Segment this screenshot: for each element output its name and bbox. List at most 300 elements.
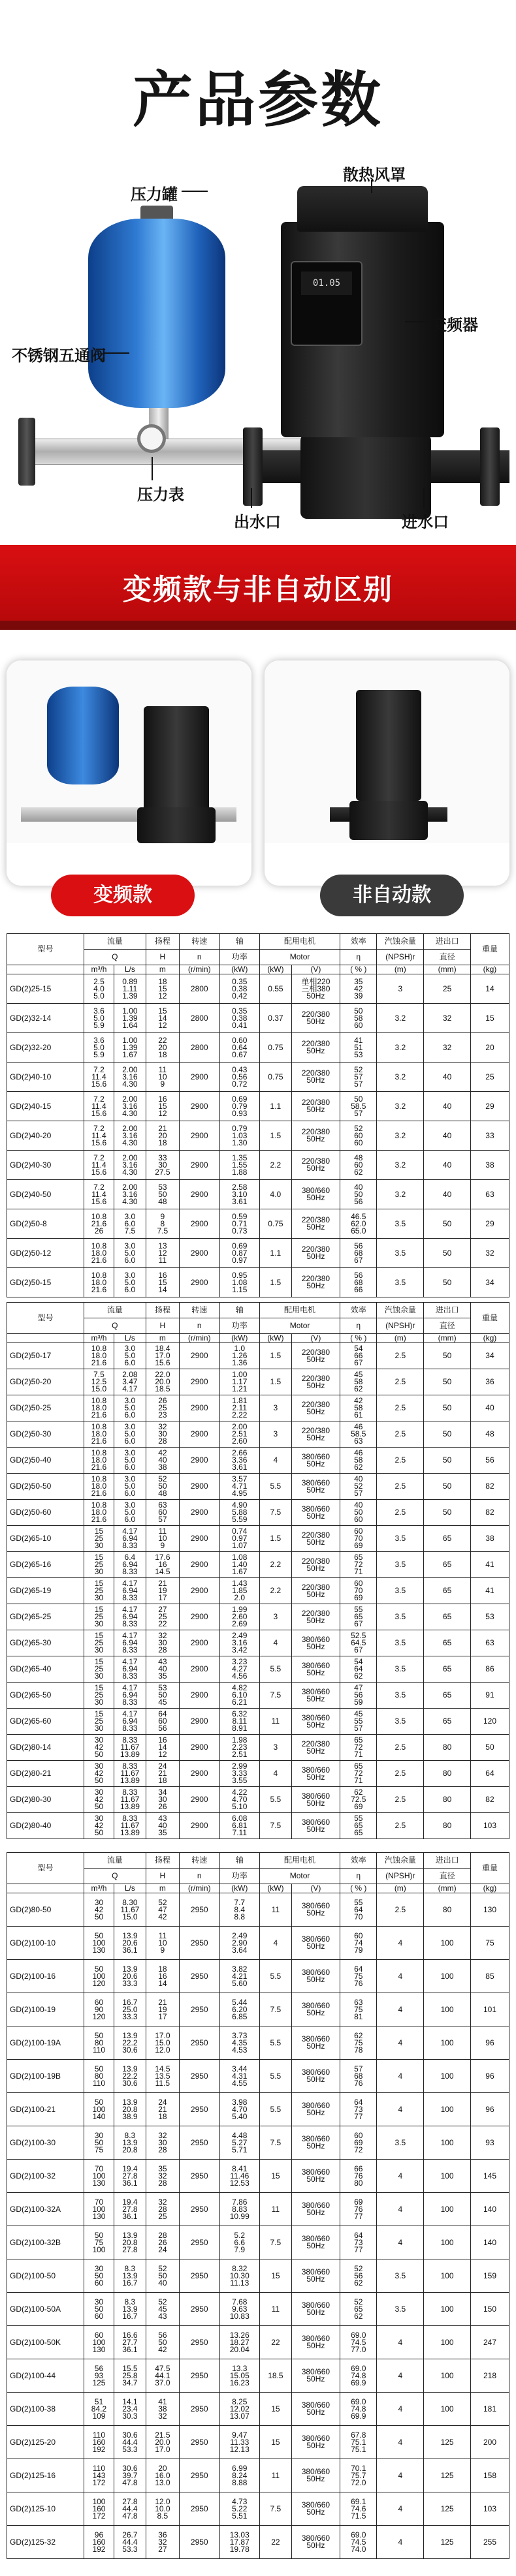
header-diameter-symbol: 直径 (424, 1869, 471, 1884)
header-unit-flow-u1: m³/h (84, 965, 114, 974)
cell-head: 12.0 10.0 8.5 (146, 2492, 179, 2526)
cell-flow-ls: 8.33 11.67 13.89 (114, 1735, 146, 1761)
header-speed-symbol: n (180, 1318, 220, 1334)
header-head-symbol: H (146, 1869, 179, 1884)
cell-flow-m3h: 2.5 4.0 5.0 (84, 974, 114, 1004)
cell-weight: 247 (470, 2326, 509, 2359)
table-row (7, 2526, 509, 2559)
cell-efficiency: 65 72 71 (340, 1552, 377, 1578)
cell-npsh: 4 (377, 2492, 424, 2526)
header-shaft: 轴 (219, 1303, 260, 1318)
cell-npsh: 3.2 (377, 1063, 424, 1092)
cell-head: 64 60 56 (146, 1709, 179, 1735)
cell-efficiency: 45 55 57 (340, 1709, 377, 1735)
cell-flow-m3h: 110 160 192 (84, 2426, 114, 2459)
header-flow-symbol: Q (84, 1318, 146, 1334)
cell-voltage: 220/380 50Hz (291, 1121, 340, 1151)
cell-flow-ls: 13.9 20.6 36.1 (114, 1927, 146, 1960)
cell-diameter: 125 (424, 2426, 471, 2459)
cell-head: 21 20 18 (146, 1121, 179, 1151)
cell-model: GD(2)40-50 (7, 1180, 84, 1209)
cell-efficiency: 50 58.5 57 (340, 1092, 377, 1121)
cell-motor-power: 15 (260, 2259, 292, 2293)
cell-model: GD(2)100-19B (7, 2060, 84, 2093)
cell-flow-ls: 0.89 1.11 1.39 (114, 974, 146, 1004)
cell-npsh: 4 (377, 2026, 424, 2060)
cell-flow-m3h: 15 25 30 (84, 1552, 114, 1578)
cell-shaft-power: 2.66 3.36 3.61 (219, 1448, 260, 1474)
cell-npsh: 3.5 (377, 1526, 424, 1552)
cell-weight: 255 (470, 2526, 509, 2559)
cell-flow-ls: 3.0 5.0 6.0 (114, 1239, 146, 1268)
table-row (7, 2193, 509, 2226)
cell-diameter: 80 (424, 1761, 471, 1787)
header-speed: 转速 (180, 1853, 220, 1869)
header-unit-dia-u: (mm) (424, 1884, 471, 1893)
cell-flow-ls: 3.0 5.0 6.0 (114, 1500, 146, 1526)
cell-flow-m3h: 50 80 110 (84, 2026, 114, 2060)
header-npsh-symbol: (NPSH)r (377, 1318, 424, 1334)
cell-npsh: 2.5 (377, 1813, 424, 1839)
header-flow: 流量 (84, 1303, 146, 1318)
cell-flow-m3h: 10.8 21.6 26 (84, 1209, 114, 1239)
cell-flow-ls: 4.17 6.94 8.33 (114, 1683, 146, 1709)
header-flow-symbol: Q (84, 950, 146, 965)
header-speed: 转速 (180, 1303, 220, 1318)
cell-flow-ls: 4.17 6.94 8.33 (114, 1604, 146, 1630)
cell-flow-ls: 2.08 3.47 4.17 (114, 1369, 146, 1395)
cell-npsh: 3 (377, 974, 424, 1004)
product-hero (0, 0, 516, 542)
table-row (7, 974, 509, 1004)
cell-model: GD(2)25-15 (7, 974, 84, 1004)
cell-npsh: 4 (377, 2060, 424, 2093)
cell-head: 32 30 28 (146, 1630, 179, 1656)
cell-shaft-power: 13.3 15.05 16.23 (219, 2359, 260, 2393)
cell-weight: 75 (470, 1927, 509, 1960)
header-unit-weight-u: (kg) (470, 1884, 509, 1893)
cell-flow-ls: 4.17 6.94 8.33 (114, 1526, 146, 1552)
cell-voltage: 220/380 50Hz (291, 1033, 340, 1063)
header-efficiency: 效率 (340, 934, 377, 950)
cell-speed: 2950 (180, 2226, 220, 2259)
header-model: 型号 (7, 934, 84, 965)
cell-shaft-power: 1.98 2.23 2.51 (219, 1735, 260, 1761)
cell-model: GD(2)80-40 (7, 1813, 84, 1839)
cell-flow-ls: 8.33 11.67 13.89 (114, 1787, 146, 1813)
header-flow: 流量 (84, 934, 146, 950)
label-gauge: 压力表 (137, 486, 184, 504)
cell-voltage: 220/380 50Hz (291, 1421, 340, 1448)
cell-shaft-power: 8.25 12.02 13.07 (219, 2393, 260, 2426)
cell-model: GD(2)125-20 (7, 2426, 84, 2459)
cell-shaft-power: 0.79 1.03 1.30 (219, 1121, 260, 1151)
cell-shaft-power: 0.74 0.97 1.07 (219, 1526, 260, 1552)
cell-diameter: 80 (424, 1813, 471, 1839)
cell-diameter: 100 (424, 2093, 471, 2126)
cell-npsh: 4 (377, 2526, 424, 2559)
cell-head: 53 50 48 (146, 1180, 179, 1209)
cell-weight: 50 (470, 1735, 509, 1761)
cell-shaft-power: 8.32 10.30 11.13 (219, 2259, 260, 2293)
cell-speed: 2900 (180, 1395, 220, 1421)
cell-flow-ls: 13.9 22.2 30.6 (114, 2060, 146, 2093)
cell-diameter: 100 (424, 2193, 471, 2226)
header-npsh-symbol: (NPSH)r (377, 950, 424, 965)
cell-diameter: 100 (424, 1927, 471, 1960)
cell-voltage: 220/380 50Hz (291, 1239, 340, 1268)
cell-voltage: 380/660 50Hz (291, 2426, 340, 2459)
cell-flow-ls: 30.6 44.4 53.3 (114, 2426, 146, 2459)
cell-weight: 48 (470, 1421, 509, 1448)
cell-flow-ls: 1.00 1.39 1.64 (114, 1004, 146, 1033)
header-unit-flow-u2: L/s (114, 965, 146, 974)
cell-head: 21.5 20.0 17.0 (146, 2426, 179, 2459)
inverter-display: 01.05 (301, 272, 352, 295)
header-unit-npsh-u: (m) (377, 965, 424, 974)
cell-shaft-power: 5.44 6.20 6.85 (219, 1993, 260, 2026)
cell-model: GD(2)100-50 (7, 2259, 84, 2293)
cell-voltage: 380/660 50Hz (291, 1787, 340, 1813)
cell-diameter: 100 (424, 2226, 471, 2259)
header-flow: 流量 (84, 1853, 146, 1869)
cell-efficiency: 64 73 77 (340, 2093, 377, 2126)
header-diameter-symbol: 直径 (424, 950, 471, 965)
banner-title: 变频款与非自动区别 (123, 574, 393, 606)
header-unit-motor-u2: (V) (291, 965, 340, 974)
cell-npsh: 3.2 (377, 1033, 424, 1063)
cell-diameter: 50 (424, 1474, 471, 1500)
header-unit-motor-u2: (V) (291, 1884, 340, 1893)
header-head: 扬程 (146, 934, 179, 950)
cell-voltage: 380/660 50Hz (291, 2126, 340, 2160)
cell-voltage: 380/660 50Hz (291, 1630, 340, 1656)
cell-voltage: 220/380 50Hz (291, 1268, 340, 1297)
cell-speed: 2900 (180, 1578, 220, 1604)
cell-shaft-power: 0.60 0.64 0.67 (219, 1033, 260, 1063)
cell-diameter: 100 (424, 2326, 471, 2359)
cell-npsh: 3.5 (377, 1604, 424, 1630)
cell-flow-m3h: 7.2 11.4 15.6 (84, 1151, 114, 1180)
cell-head: 28 26 24 (146, 2226, 179, 2259)
header-npsh: 汽蚀余量 (377, 934, 424, 950)
cell-shaft-power: 6.32 8.11 8.91 (219, 1709, 260, 1735)
cell-efficiency: 69.1 74.6 71.5 (340, 2492, 377, 2526)
cell-motor-power: 7.5 (260, 2492, 292, 2526)
cell-diameter: 100 (424, 2060, 471, 2093)
cell-shaft-power: 3.73 4.35 4.53 (219, 2026, 260, 2060)
cell-model: GD(2)100-10 (7, 1927, 84, 1960)
cell-efficiency: 62 72.5 69 (340, 1787, 377, 1813)
cell-shaft-power: 2.49 3.16 3.42 (219, 1630, 260, 1656)
header-shaft-symbol: 功率 (219, 1318, 260, 1334)
cell-npsh: 2.5 (377, 1500, 424, 1526)
cell-efficiency: 52 56 62 (340, 2259, 377, 2293)
cell-efficiency: 65 72 71 (340, 1735, 377, 1761)
cell-model: GD(2)80-30 (7, 1787, 84, 1813)
cell-head: 11 10 9 (146, 1526, 179, 1552)
cell-flow-m3h: 3.6 5.0 5.9 (84, 1004, 114, 1033)
cell-flow-m3h: 60 90 120 (84, 1993, 114, 2026)
label-inlet: 进水口 (402, 514, 449, 531)
cell-weight: 140 (470, 2226, 509, 2259)
cell-efficiency: 64 75 76 (340, 1960, 377, 1993)
cell-shaft-power: 6.08 6.81 7.11 (219, 1813, 260, 1839)
cell-voltage: 380/660 50Hz (291, 1683, 340, 1709)
header-head: 扬程 (146, 1853, 179, 1869)
table-row (7, 1239, 509, 1268)
cell-head: 26 25 23 (146, 1395, 179, 1421)
cell-model: GD(2)100-50A (7, 2293, 84, 2326)
cell-flow-m3h: 15 25 30 (84, 1683, 114, 1709)
cell-motor-power: 11 (260, 2459, 292, 2492)
cell-shaft-power: 7.86 8.83 10.99 (219, 2193, 260, 2226)
cell-flow-ls: 4.17 6.94 8.33 (114, 1656, 146, 1683)
cell-efficiency: 55 65 67 (340, 1604, 377, 1630)
cell-npsh: 2.5 (377, 1395, 424, 1421)
cell-motor-power: 5.5 (260, 1656, 292, 1683)
cell-head: 22.0 20.0 18.5 (146, 1369, 179, 1395)
cell-shaft-power: 0.59 0.71 0.73 (219, 1209, 260, 1239)
header-motor-symbol: Motor (260, 1869, 340, 1884)
header-unit-shaft-u: (kW) (219, 1334, 260, 1343)
cell-flow-ls: 15.5 25.8 34.7 (114, 2359, 146, 2393)
cell-flow-ls: 19.4 27.8 36.1 (114, 2193, 146, 2226)
cell-motor-power: 1.5 (260, 1343, 292, 1369)
cell-motor-power: 15 (260, 2393, 292, 2426)
cell-model: GD(2)65-10 (7, 1526, 84, 1552)
cell-head: 15 14 12 (146, 1004, 179, 1033)
cell-weight: 82 (470, 1787, 509, 1813)
cell-speed: 2900 (180, 1500, 220, 1526)
table-row (7, 2259, 509, 2293)
cell-flow-ls: 4.17 6.94 8.33 (114, 1709, 146, 1735)
cell-model: GD(2)80-14 (7, 1735, 84, 1761)
cell-motor-power: 7.5 (260, 1813, 292, 1839)
cell-motor-power: 2.2 (260, 1151, 292, 1180)
cell-speed: 2900 (180, 1683, 220, 1709)
cell-npsh: 3.5 (377, 1239, 424, 1268)
cell-motor-power: 1.5 (260, 1268, 292, 1297)
cell-diameter: 65 (424, 1578, 471, 1604)
header-motor-symbol: Motor (260, 950, 340, 965)
table-row (7, 2226, 509, 2259)
header-unit-motor-u1: (kW) (260, 1334, 292, 1343)
cell-efficiency: 60 69 72 (340, 2126, 377, 2160)
cell-model: GD(2)100-32B (7, 2226, 84, 2259)
table-row (7, 1092, 509, 1121)
cell-shaft-power: 3.82 4.21 5.60 (219, 1960, 260, 1993)
cell-model: GD(2)100-30 (7, 2126, 84, 2160)
cell-head: 52 50 48 (146, 1474, 179, 1500)
header-unit-shaft-u: (kW) (219, 1884, 260, 1893)
cell-diameter: 40 (424, 1092, 471, 1121)
cell-npsh: 3.5 (377, 1683, 424, 1709)
cell-npsh: 2.5 (377, 1761, 424, 1787)
header-unit-head-u: m (146, 1334, 179, 1343)
cell-weight: 91 (470, 1683, 509, 1709)
cell-diameter: 100 (424, 2160, 471, 2193)
cell-npsh: 4 (377, 2160, 424, 2193)
cell-diameter: 32 (424, 1033, 471, 1063)
non-automatic-card (265, 660, 509, 886)
spec-table-3 (7, 1852, 509, 2559)
cell-diameter: 25 (424, 974, 471, 1004)
cell-motor-power: 7.5 (260, 1993, 292, 2026)
non-automatic-label: 非自动款 (320, 875, 464, 916)
cell-flow-ls: 27.8 44.4 47.8 (114, 2492, 146, 2526)
cell-weight: 86 (470, 1656, 509, 1683)
cell-model: GD(2)100-38 (7, 2393, 84, 2426)
cell-npsh: 4 (377, 2226, 424, 2259)
cell-speed: 2800 (180, 1033, 220, 1063)
pressure-tank-image (88, 219, 225, 408)
cell-weight: 14 (470, 974, 509, 1004)
cell-flow-m3h: 7.5 12.5 15.0 (84, 1369, 114, 1395)
cell-motor-power: 1.1 (260, 1239, 292, 1268)
cell-voltage: 220/380 50Hz (291, 1004, 340, 1033)
cell-speed: 2900 (180, 1180, 220, 1209)
header-unit-eff-u: ( % ) (340, 1884, 377, 1893)
cell-motor-power: 5.5 (260, 1960, 292, 1993)
header-unit-flow-u2: L/s (114, 1884, 146, 1893)
cell-speed: 2900 (180, 1343, 220, 1369)
cell-weight: 103 (470, 1813, 509, 1839)
cell-voltage: 380/660 50Hz (291, 1448, 340, 1474)
cell-head: 52 45 43 (146, 2293, 179, 2326)
cell-model: GD(2)100-50K (7, 2326, 84, 2359)
cell-flow-ls: 13.9 22.2 30.6 (114, 2026, 146, 2060)
cell-flow-m3h: 51 84.2 109 (84, 2393, 114, 2426)
header-speed-symbol: n (180, 1869, 220, 1884)
cell-npsh: 4 (377, 2426, 424, 2459)
cell-npsh: 4 (377, 2459, 424, 2492)
cell-flow-ls: 14.1 23.4 30.3 (114, 2393, 146, 2426)
cell-weight: 218 (470, 2359, 509, 2393)
cell-flow-m3h: 10.8 18.0 21.6 (84, 1421, 114, 1448)
cell-shaft-power: 2.49 2.90 3.64 (219, 1927, 260, 1960)
cell-model: GD(2)50-40 (7, 1448, 84, 1474)
cell-speed: 2900 (180, 1630, 220, 1656)
header-efficiency: 效率 (340, 1853, 377, 1869)
cell-flow-ls: 8.30 11.67 15.0 (114, 1893, 146, 1927)
cell-flow-ls: 2.00 3.16 4.30 (114, 1063, 146, 1092)
cell-diameter: 50 (424, 1395, 471, 1421)
cell-npsh: 3.5 (377, 2259, 424, 2293)
table-row (7, 2492, 509, 2526)
cell-voltage: 220/380 50Hz (291, 1604, 340, 1630)
cell-motor-power: 7.5 (260, 2126, 292, 2160)
cell-flow-m3h: 56 93 125 (84, 2359, 114, 2393)
cell-flow-m3h: 10.8 18.0 21.6 (84, 1343, 114, 1369)
cell-speed: 2950 (180, 2293, 220, 2326)
page-title: 产品参数 (132, 67, 383, 134)
cell-voltage: 380/660 50Hz (291, 2259, 340, 2293)
cell-model: GD(2)40-15 (7, 1092, 84, 1121)
cell-voltage: 单相220 三相380 50Hz (291, 974, 340, 1004)
cell-model: GD(2)50-15 (7, 1268, 84, 1297)
table-row (7, 1268, 509, 1297)
cell-npsh: 3.2 (377, 1151, 424, 1180)
table-row (7, 1500, 509, 1526)
cell-voltage: 380/660 50Hz (291, 1500, 340, 1526)
cell-efficiency: 35 42 39 (340, 974, 377, 1004)
cell-head: 14.5 13.5 11.5 (146, 2060, 179, 2093)
cell-voltage: 220/380 50Hz (291, 1151, 340, 1180)
cell-weight: 96 (470, 2026, 509, 2060)
header-motor: 配用电机 (260, 934, 340, 950)
header-unit-flow-u1: m³/h (84, 1334, 114, 1343)
cell-head: 42 40 38 (146, 1448, 179, 1474)
cell-diameter: 65 (424, 1604, 471, 1630)
cell-flow-m3h: 30 42 50 (84, 1761, 114, 1787)
cell-weight: 101 (470, 1993, 509, 2026)
cell-speed: 2900 (180, 1239, 220, 1268)
cell-model: GD(2)125-32 (7, 2526, 84, 2559)
cell-voltage: 220/380 50Hz (291, 1092, 340, 1121)
header-efficiency-symbol: η (340, 1318, 377, 1334)
cell-weight: 93 (470, 2126, 509, 2160)
cell-voltage: 380/660 50Hz (291, 1960, 340, 1993)
cell-flow-ls: 13.9 20.8 38.9 (114, 2093, 146, 2126)
header-motor: 配用电机 (260, 1853, 340, 1869)
table-row (7, 1421, 509, 1448)
cell-efficiency: 56 68 67 (340, 1239, 377, 1268)
cell-efficiency: 48 60 62 (340, 1151, 377, 1180)
cell-flow-m3h: 50 75 100 (84, 2226, 114, 2259)
cell-npsh: 4 (377, 1960, 424, 1993)
cell-npsh: 3.2 (377, 1180, 424, 1209)
cell-weight: 103 (470, 2492, 509, 2526)
cell-efficiency: 63 75 81 (340, 1993, 377, 2026)
cell-efficiency: 62 75 78 (340, 2026, 377, 2060)
cell-speed: 2800 (180, 974, 220, 1004)
table-row (7, 1993, 509, 2026)
cell-shaft-power: 0.69 0.79 0.93 (219, 1092, 260, 1121)
cell-head: 52 47 42 (146, 1893, 179, 1927)
cell-efficiency: 52 60 60 (340, 1121, 377, 1151)
cell-model: GD(2)65-60 (7, 1709, 84, 1735)
cell-motor-power: 7.5 (260, 1683, 292, 1709)
spec-table-1 (7, 933, 509, 1297)
cell-shaft-power: 2.99 3.33 3.55 (219, 1761, 260, 1787)
cell-voltage: 380/660 50Hz (291, 1813, 340, 1839)
table-row (7, 2426, 509, 2459)
cell-flow-m3h: 100 160 172 (84, 2492, 114, 2526)
cell-efficiency: 60 70 69 (340, 1526, 377, 1552)
cell-shaft-power: 4.48 5.27 5.71 (219, 2126, 260, 2160)
cell-speed: 2950 (180, 2193, 220, 2226)
cell-efficiency: 69.0 74.5 74.0 (340, 2526, 377, 2559)
cell-flow-m3h: 15 25 30 (84, 1709, 114, 1735)
cell-voltage: 380/660 50Hz (291, 2359, 340, 2393)
cell-model: GD(2)100-32 (7, 2160, 84, 2193)
cell-speed: 2900 (180, 1063, 220, 1092)
header-unit-head-u: m (146, 965, 179, 974)
cell-head: 9 8 7.5 (146, 1209, 179, 1239)
cell-speed: 2900 (180, 1526, 220, 1552)
cell-motor-power: 0.37 (260, 1004, 292, 1033)
cell-model: GD(2)125-10 (7, 2492, 84, 2526)
cell-flow-m3h: 10.8 18.0 21.6 (84, 1500, 114, 1526)
cell-voltage: 380/660 50Hz (291, 1761, 340, 1787)
cell-shaft-power: 1.43 1.85 2.0 (219, 1578, 260, 1604)
cell-weight: 34 (470, 1343, 509, 1369)
cell-head: 32 30 28 (146, 2126, 179, 2160)
cell-weight: 63 (470, 1180, 509, 1209)
cell-shaft-power: 2.58 3.10 3.61 (219, 1180, 260, 1209)
cell-model: GD(2)65-40 (7, 1656, 84, 1683)
